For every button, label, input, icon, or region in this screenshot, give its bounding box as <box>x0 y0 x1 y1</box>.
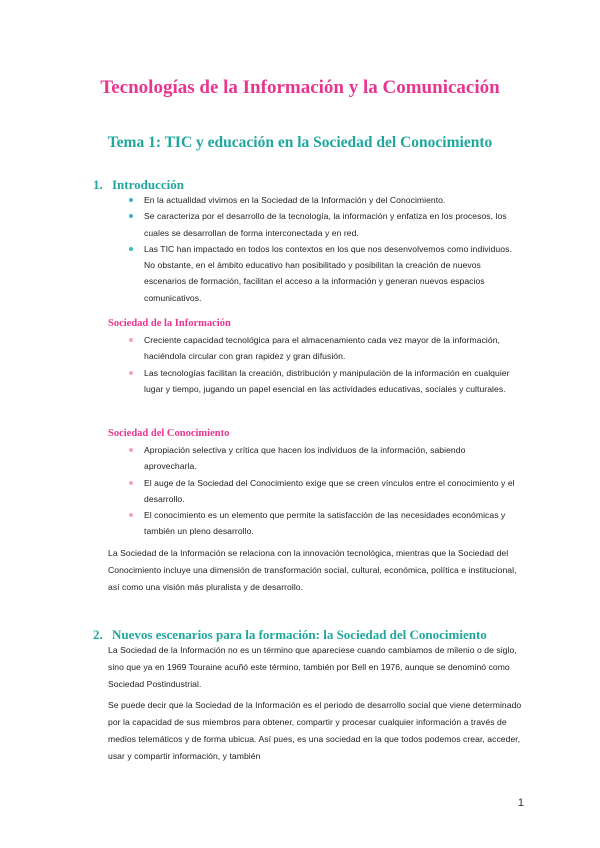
bullet-icon <box>129 448 133 452</box>
list-item: Creciente capacidad tecnológica para el almacenamiento cada vez mayor de la información, haciéndola circular con gran rapidez y gran difusión. <box>128 332 516 365</box>
bullet-icon <box>129 481 133 485</box>
closing-paragraph: La Sociedad de la Información se relaciona con la innovación tecnológica, mientras que la Sociedad del Conocimiento incluye una dimensión de transformación social, cultural, económica, política e institucional, así como una visión más pluralista y de desarrollo. <box>108 548 517 592</box>
list-item: El conocimiento es un elemento que permite la satisfacción de las necesidades económicas y también un pleno desarrollo. <box>128 507 516 540</box>
document-subtitle: Tema 1: TIC y educación en la Sociedad del Conocimiento <box>107 134 493 151</box>
section-2-heading <box>93 627 487 643</box>
information-society-bullet-list <box>128 332 516 397</box>
subheading-knowledge-society: Sociedad del Conocimiento <box>108 428 230 439</box>
list-item: Las TIC han impactado en todos los contextos en los que nos desenvolvemos como individuos. No obstante, en el ámbito educativo han posibilitado y posibilitan la creación de nuevos escenarios de formación, facilitan el acceso a la información y generan nuevos espacios comunicativos. <box>128 241 516 306</box>
section-1-title: Introducción <box>112 177 184 192</box>
section-2-title: Nuevos escenarios para la formación: la Sociedad del Conocimiento <box>112 627 487 642</box>
list-item: Se caracteriza por el desarrollo de la tecnología, la información y enfatiza en los procesos, los cuales se desarrollan de forma interconectada y en red. <box>128 208 516 241</box>
section-1-number: 1. <box>93 177 103 192</box>
section-2-paragraph-1: La Sociedad de la Información no es un término que apareciese cuando cambiamos de milenio o de siglo, sino que ya en 1969 Touraine acuñó este término, también por Bell en 1976, aunque se denominó como Sociedad Postindustrial. <box>108 645 517 689</box>
page-number: 1 <box>517 797 524 809</box>
bullet-icon <box>129 214 133 218</box>
bullet-icon <box>129 338 133 342</box>
section-2-number: 2. <box>93 627 103 642</box>
intro-bullet-list <box>128 192 516 306</box>
knowledge-society-bullet-list <box>128 442 516 540</box>
bullet-icon <box>129 371 133 375</box>
list-item: Apropiación selectiva y crítica que hacen los individuos de la información, sabiendo aprovecharla. <box>128 442 516 475</box>
section-2-paragraph-2: Se puede decir que la Sociedad de la Información es el periodo de desarrollo social que viene determinado por la capacidad de sus miembros para obtener, compartir y procesar cualquier información a través de medios telemáticos y de forma ubicua. Así pues, es una sociedad en la que todos podemos crear, acceder, usar y compartir información, y también <box>108 700 522 761</box>
subheading-information-society: Sociedad de la Información <box>108 318 231 329</box>
list-item: En la actualidad vivimos en la Sociedad de la Información y del Conocimiento. <box>128 192 516 208</box>
document-title: Tecnologías de la Información y la Comunicación <box>100 77 500 98</box>
bullet-icon <box>129 513 133 517</box>
section-1-heading <box>93 177 184 193</box>
list-item: Las tecnologías facilitan la creación, distribución y manipulación de la información en cualquier lugar y tiempo, jugando un papel esencial en las actividades educativas, sociales y culturales. <box>128 365 516 398</box>
list-item: El auge de la Sociedad del Conocimiento exige que se creen vínculos entre el conocimiento y el desarrollo. <box>128 475 516 508</box>
bullet-icon <box>129 247 133 251</box>
bullet-icon <box>129 198 133 202</box>
